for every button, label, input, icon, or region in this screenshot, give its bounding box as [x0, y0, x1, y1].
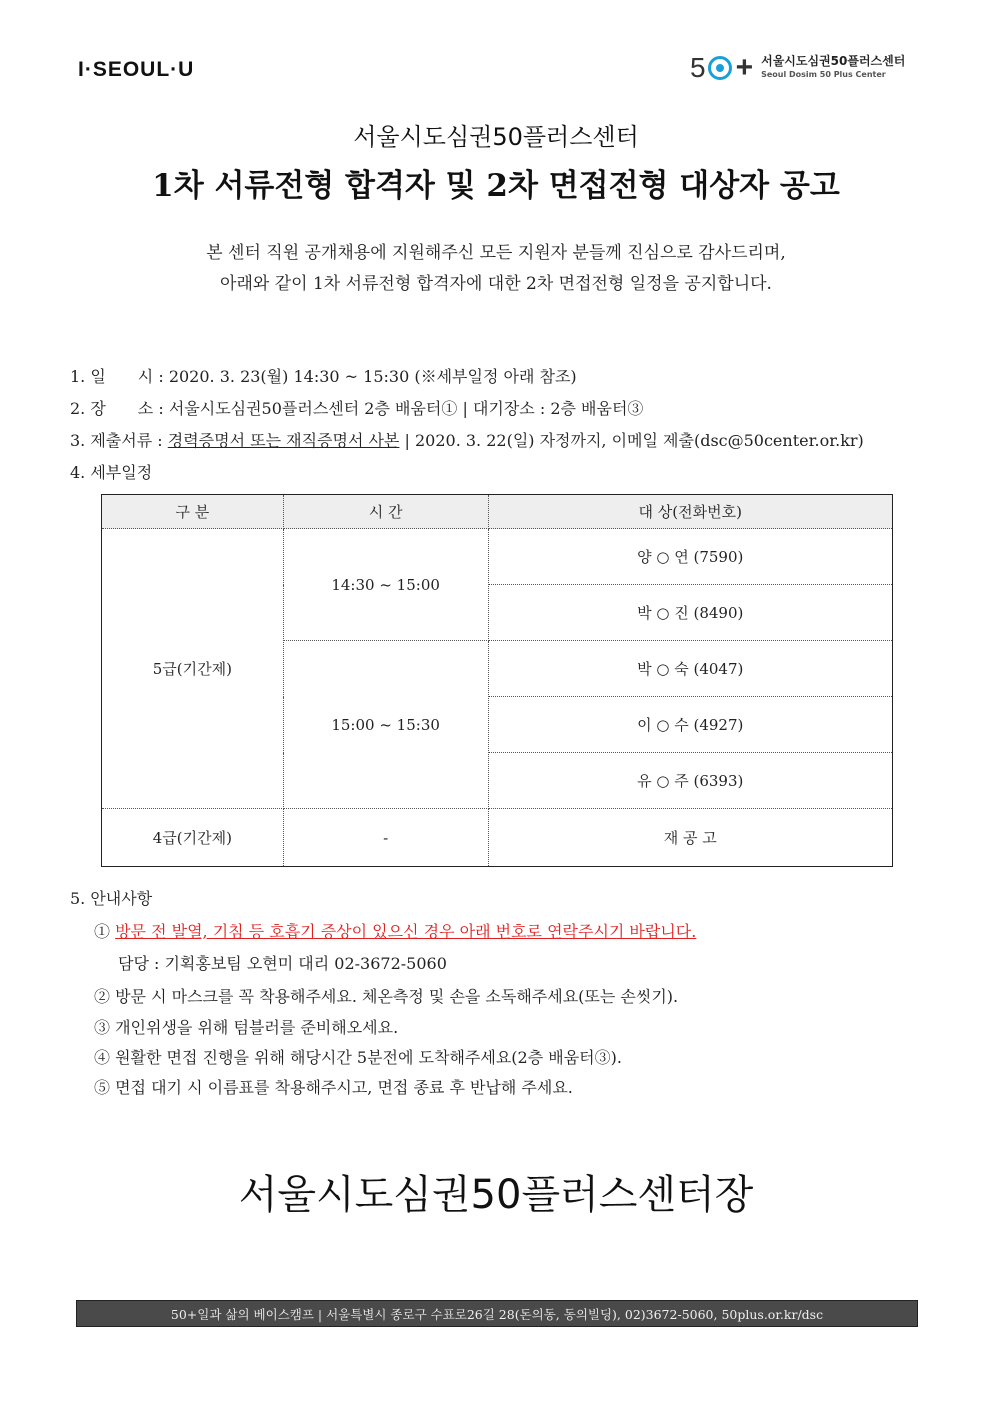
footer-bar: 50+일과 삶의 베이스캠프 | 서울특별시 종로구 수표로26길 28(돈의동, 동의빌딩), 02)3672-5060, 50plus.or.kr/dsc	[76, 1300, 918, 1327]
intro-paragraph	[0, 238, 992, 300]
time-slot-1: 14:30 ~ 15:00	[283, 529, 488, 641]
grade4-cell: 4급(기간제)	[102, 809, 284, 867]
grade4-time: -	[283, 809, 488, 867]
notice-heading: 5. 안내사항	[70, 889, 153, 908]
table-row	[102, 809, 893, 867]
notice-2: ② 방문 시 마스크를 꼭 착용해주세요. 체온측정 및 손을 소독해주세요(또는 손씻기).	[94, 987, 679, 1006]
candidate-cell: 양 ○ 연 (7590)	[488, 529, 893, 585]
org-title: 서울시도심권50플러스센터	[353, 123, 639, 151]
50plus-logo-mark	[690, 51, 753, 85]
notice-4: ④ 원활한 면접 진행을 위해 해당시간 5분전에 도착해주세요(2층 배움터③).	[94, 1048, 622, 1067]
header-time: 시 간	[283, 495, 488, 529]
logo-digit-5: 5	[690, 52, 706, 83]
logo-text-ko: 서울시도심권50플러스센터	[761, 54, 906, 68]
item-docs-deadline: | 2020. 3. 22(일) 자정까지, 이메일 제출(dsc@50center.or.kr)	[399, 431, 864, 450]
table-header-row	[102, 495, 893, 529]
table-row	[102, 529, 893, 585]
iseoulu-logo: I·SEOUL·U	[78, 58, 195, 81]
item-docs-prefix: 3. 제출서류 :	[70, 431, 168, 450]
logo-plus: +	[735, 51, 754, 84]
notice-contact: 담당 : 기획홍보팀 오현미 대리 02-3672-5060	[118, 954, 447, 973]
item-schedule-heading: 4. 세부일정	[70, 463, 153, 482]
grade4-target: 재 공 고	[488, 809, 893, 867]
item-place: 2. 장 소 : 서울시도심권50플러스센터 2층 배움터① | 대기장소 : 2층 배움터③	[70, 399, 644, 418]
item-docs	[70, 428, 864, 451]
notice-1-mark: ①	[94, 922, 116, 941]
50plus-logo	[690, 50, 905, 86]
time-slot-2: 15:00 ~ 15:30	[283, 641, 488, 809]
header-target: 대 상(전화번호)	[488, 495, 893, 529]
item-docs-required: 경력증명서 또는 재직증명서 사본	[167, 431, 400, 450]
logo-text-en: Seoul Dosim 50 Plus Center	[761, 70, 886, 79]
item-date: 1. 일 시 : 2020. 3. 23(월) 14:30 ~ 15:30 (※세부일정 아래 참조)	[70, 367, 577, 386]
announcement-title: 1차 서류전형 합격자 및 2차 면접전형 대상자 공고	[152, 168, 840, 204]
notice-3: ③ 개인위생을 위해 텀블러를 준비해오세요.	[94, 1018, 399, 1037]
candidate-cell: 이 ○ 수 (4927)	[488, 697, 893, 753]
candidate-cell: 박 ○ 숙 (4047)	[488, 641, 893, 697]
grade5-cell: 5급(기간제)	[102, 529, 284, 809]
candidate-cell: 박 ○ 진 (8490)	[488, 585, 893, 641]
notice-1-warning: 방문 전 발열, 기침 등 호흡기 증상이 있으신 경우 아래 번호로 연락주시기 바랍니다.	[115, 922, 697, 941]
header-category: 구 분	[102, 495, 284, 529]
candidate-cell: 유 ○ 주 (6393)	[488, 753, 893, 809]
logo-ring-icon	[708, 56, 732, 80]
intro-line-2: 아래와 같이 1차 서류전형 합격자에 대한 2차 면접전형 일정을 공지합니다.	[220, 274, 772, 294]
notice-1	[94, 919, 696, 942]
intro-line-1: 본 센터 직원 공개채용에 지원해주신 모든 지원자 분들께 진심으로 감사드리며,	[206, 243, 786, 263]
schedule-table	[101, 494, 893, 867]
notice-5: ⑤ 면접 대기 시 이름표를 착용해주시고, 면접 종료 후 반납해 주세요.	[94, 1078, 573, 1097]
50plus-logo-text	[761, 55, 905, 81]
signature: 서울시도심권50플러스센터장	[238, 1172, 754, 1218]
